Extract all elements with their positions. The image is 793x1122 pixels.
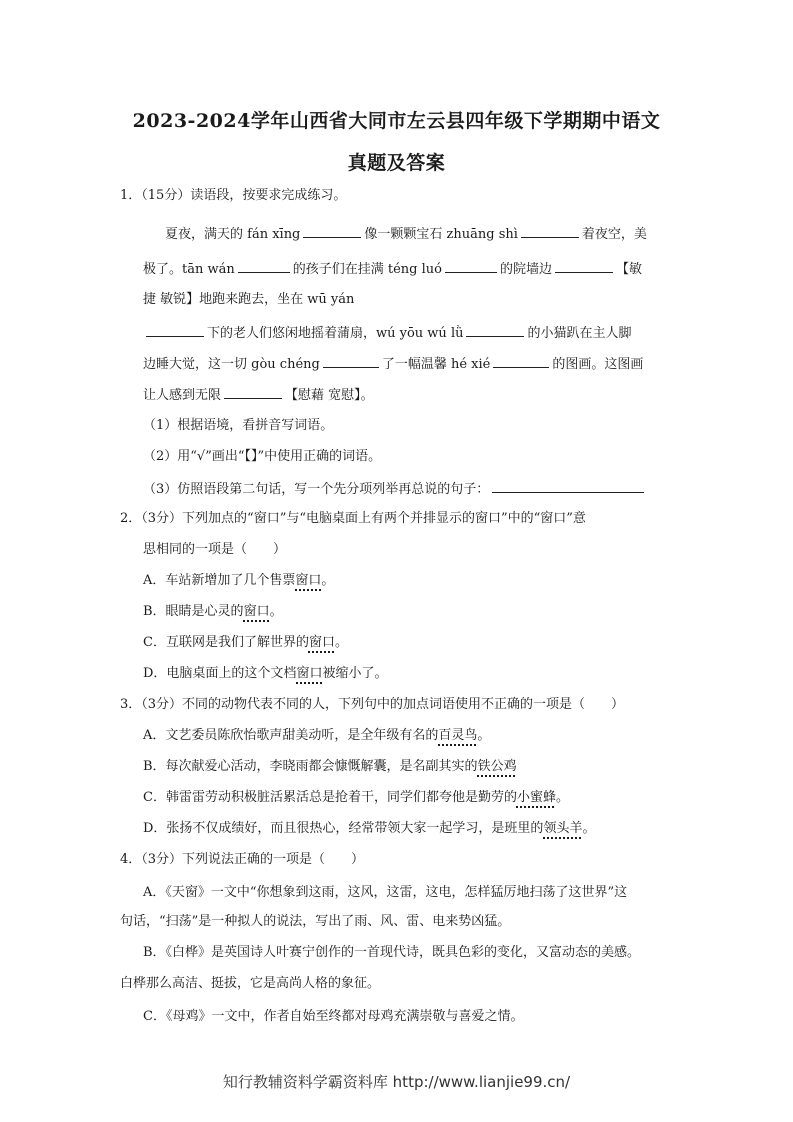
answer-blank[interactable] [146, 323, 204, 337]
answer-blank[interactable] [323, 354, 379, 368]
q2-option-d[interactable] [143, 665, 387, 683]
q1-text: 下的老人们悠闲地摇着蒲扇，wú yōu wú lǜ [207, 326, 464, 341]
option-text: B．每次献爱心活动，李晓雨都会慷慨解囊，是名副其实的 [143, 759, 478, 774]
q1-text: 的院墙边 [499, 262, 552, 277]
q4-stem: 4．（3分）下列说法正确的一项是（ ） [120, 852, 365, 867]
q1-passage-line4 [143, 323, 632, 343]
q2-option-a[interactable] [143, 572, 334, 590]
option-text: B．眼睛是心灵的 [143, 604, 244, 619]
dotted-word: 窗口 [296, 666, 323, 681]
q2-option-c[interactable] [143, 634, 348, 652]
q4-option-b-line2: 白桦那么高洁、挺拔，它是高尚人格的象征。 [120, 976, 381, 991]
q1-text: 的小猫趴在主人脚 [527, 326, 632, 341]
dotted-word: 百灵鸟 [438, 728, 478, 743]
footer-watermark: 知行教辅资料学霸资料库 http://www.lianjie99.cn/ [222, 1073, 571, 1091]
q1-text: 的图画。这图画 [552, 357, 644, 372]
option-text: C．互联网是我们了解世界的 [143, 635, 309, 650]
q4-option-a-line1[interactable]: A．《天窗》一文中“你想象到这雨，这风，这雷，这电，怎样猛厉地扫荡了这世界”这 [143, 885, 628, 900]
page-title-line1: 2023-2024学年山西省大同市左云县四年级下学期期中语文 [132, 110, 661, 132]
q2-stem-line1: 2．（3分）下列加点的“窗口”与“电脑桌面上有两个并排显示的窗口”中的“窗口”意 [120, 511, 586, 526]
q4-option-c[interactable]: C．《母鸡》一文中，作者自始至终都对母鸡充满崇敬与喜爱之情。 [143, 1009, 524, 1024]
dotted-word: 窗口 [243, 604, 270, 619]
q1-sub3 [143, 479, 647, 499]
answer-blank[interactable] [492, 479, 644, 493]
q1-text: 【敏 [615, 262, 642, 277]
q1-passage-line1 [165, 224, 647, 244]
answer-blank[interactable] [466, 323, 524, 337]
q3-option-b[interactable] [143, 758, 517, 776]
q2-stem-line2: 思相同的一项是（ ） [143, 542, 287, 557]
q2-option-b[interactable] [143, 603, 283, 621]
q1-text: 夏夜，满天的 fán xīng [165, 227, 301, 242]
option-text: 。 [582, 821, 596, 836]
q1-text: 着夜空，美 [581, 227, 647, 242]
answer-blank[interactable] [493, 354, 549, 368]
option-text: 。 [555, 790, 569, 805]
dotted-word: 小蜜蜂 [516, 790, 556, 805]
q1-text: （3）仿照语段第二句话，写一个先分项列举再总说的句子： [143, 482, 490, 497]
option-text: D．张扬不仅成绩好，而且很热心，经常带领大家一起学习，是班里的 [143, 821, 544, 836]
dotted-word: 铁公鸡 [477, 759, 517, 774]
page-title-line2: 真题及答案 [347, 152, 446, 174]
answer-blank[interactable] [555, 259, 613, 273]
q1-text: 让人感到无限 [143, 388, 222, 403]
q1-passage-line3: 捷 敏锐】地跑来跑去，坐在 wū yán [143, 292, 355, 307]
option-text: 。 [477, 728, 491, 743]
q3-option-a[interactable] [143, 727, 490, 745]
q3-stem: 3．（3分）不同的动物代表不同的人，下列句中的加点词语使用不正确的一项是（ ） [120, 697, 625, 712]
answer-blank[interactable] [303, 224, 361, 238]
q3-option-c[interactable] [143, 789, 569, 807]
option-text: D．电脑桌面上的这个文档 [143, 666, 297, 681]
q4-option-a-line2: 句话，“扫荡”是一种拟人的说法，写出了雨、风、雷、电来势凶猛。 [120, 914, 511, 929]
option-text: C．韩雷雷劳动积极脏活累活总是抢着干，同学们都夸他是勤劳的 [143, 790, 517, 805]
q1-stem: 1．（15分）读语段，按要求完成练习。 [120, 188, 347, 203]
q1-text: 了一幅温馨 hé xié [381, 357, 491, 372]
option-text: 。 [269, 604, 283, 619]
q1-passage-line6 [143, 385, 374, 405]
q1-text: 极了。tān wán [143, 262, 235, 277]
q1-text: 的孩子们在挂满 téng luó [292, 262, 442, 277]
dotted-word: 领头羊 [543, 821, 583, 836]
q1-sub1: （1）根据语境，看拼音写词语。 [143, 418, 334, 433]
option-text: 。 [334, 635, 348, 650]
q1-text: 【慰藉 宽慰】。 [285, 388, 374, 403]
option-text: A．文艺委员陈欣怡歌声甜美动听，是全年级有名的 [143, 728, 439, 743]
answer-blank[interactable] [238, 259, 290, 273]
option-text: 被缩小了。 [322, 666, 388, 681]
option-text: 。 [321, 573, 335, 588]
option-text: A．车站新增加了几个售票 [143, 573, 296, 588]
q4-option-b-line1[interactable]: B．《白桦》是英国诗人叶赛宁创作的一首现代诗，既具色彩的变化，又富动态的美感。 [143, 945, 641, 960]
dotted-word: 窗口 [295, 573, 322, 588]
q1-passage-line2 [143, 259, 642, 279]
dotted-word: 窗口 [308, 635, 335, 650]
q1-text: 边睡大觉，这一切 gòu chéng [143, 357, 320, 372]
q1-passage-line5 [143, 354, 643, 374]
q1-text: 像一颗颗宝石 zhuāng shì [364, 227, 518, 242]
answer-blank[interactable] [521, 224, 579, 238]
answer-blank[interactable] [224, 385, 282, 399]
q1-sub2: （2）用“√”画出“【】”中使用正确的词语。 [143, 449, 382, 464]
answer-blank[interactable] [445, 259, 497, 273]
q3-option-d[interactable] [143, 820, 595, 838]
